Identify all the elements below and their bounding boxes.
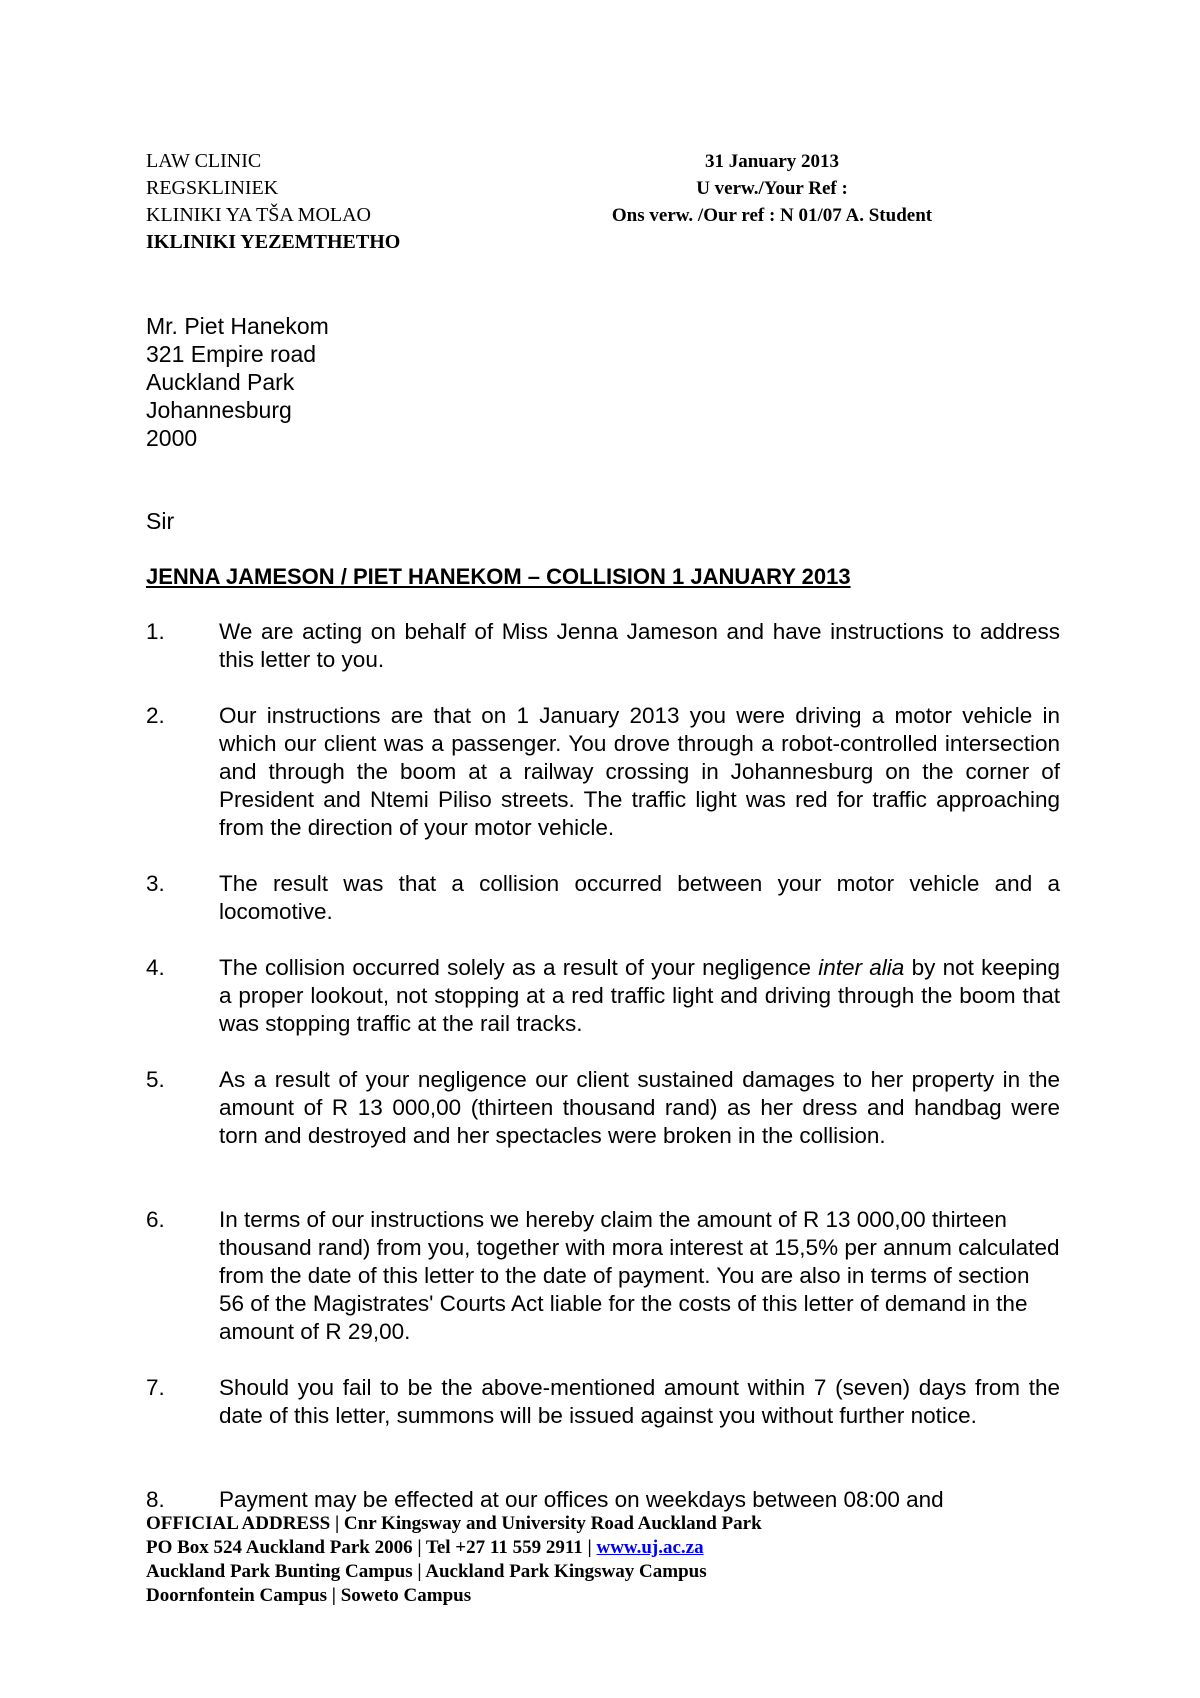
recipient-line: 321 Empire road	[146, 341, 317, 367]
paragraph-number: 3.	[146, 871, 165, 896]
recipient-line: Mr. Piet Hanekom	[146, 313, 329, 339]
footer-line: OFFICIAL ADDRESS | Cnr Kingsway and University Road Auckland Park	[146, 1513, 762, 1534]
paragraph-text: We are acting on behalf of Miss Jenna Jameson and have instructions to address this letter to you.	[219, 619, 1060, 672]
paragraph-number: 4.	[146, 955, 165, 980]
recipient-line: 2000	[146, 425, 198, 451]
paragraph-text: In terms of our instructions we hereby claim the amount of R 13 000,00 thirteen thousand rand) from you, together with mora interest at 15,5% per annum calculated from the date of this letter to the date of payment. You are also in terms of section 56 of the Magistrates' Courts Act liable for the costs of this letter of demand in the amount of R 29,00.	[219, 1207, 1060, 1344]
footer-contact: PO Box 524 Auckland Park 2006 | Tel +27 11 559 2911 |	[146, 1537, 597, 1558]
paragraph-text: Our instructions are that on 1 January 2013 you were driving a motor vehicle in which our client was a passenger. You drove through a robot-controlled intersection and through the boom at a railway crossing in Johannesburg on the corner of President and Ntemi Piliso streets. The traffic light was red for traffic approaching from the direction of your motor vehicle.	[219, 703, 1060, 840]
recipient-address	[146, 312, 329, 452]
official-address-footer	[146, 1512, 762, 1608]
our-ref: Ons verw. /Our ref : N 01/07 A. Student	[611, 205, 933, 226]
paragraph-text: The result was that a collision occurred between your motor vehicle and a locomotive.	[219, 871, 1060, 924]
letterhead-line: REGSKLINIEK	[146, 177, 279, 199]
paragraph-text	[219, 954, 1060, 1038]
paragraph-number: 5.	[146, 1067, 165, 1092]
letterhead-line: KLINIKI YA TŠA MOLAO	[146, 204, 371, 226]
paragraph-number: 6.	[146, 1207, 165, 1232]
your-ref: U verw./Your Ref :	[696, 178, 848, 199]
subject-line: JENNA JAMESON / PIET HANEKOM – COLLISION 1 JANUARY 2013	[146, 564, 851, 589]
letterhead-line: IKLINIKI YEZEMTHETHO	[146, 231, 401, 253]
paragraph-text: As a result of your negligence our client sustained damages to her property in the amount of R 13 000,00 (thirteen thousand rand) as her dress and handbag were torn and destroyed and her spectacles were broken in the collision.	[219, 1067, 1060, 1148]
letter-date: 31 January 2013	[704, 151, 840, 172]
letterhead-line: LAW CLINIC	[146, 150, 262, 172]
paragraph-text: Payment may be effected at our offices on weekdays between 08:00 and	[219, 1487, 944, 1512]
paragraph-number: 1.	[146, 619, 165, 644]
footer-line	[146, 1536, 762, 1560]
website-link[interactable]: www.uj.ac.za	[596, 1537, 704, 1558]
paragraph-text: Should you fail to be the above-mentioned amount within 7 (seven) days from the date of this letter, summons will be issued against you without further notice.	[219, 1375, 1060, 1428]
footer-line: Auckland Park Bunting Campus | Auckland Park Kingsway Campus	[146, 1561, 707, 1582]
paragraph-text-part: The collision occurred solely as a result of your negligence	[219, 955, 819, 980]
recipient-line: Auckland Park	[146, 369, 295, 395]
paragraph-number: 8.	[146, 1487, 165, 1512]
letterhead-clinic-names	[146, 148, 400, 256]
recipient-line: Johannesburg	[146, 397, 292, 423]
letterhead-reference-block	[582, 148, 962, 229]
paragraph-number: 2.	[146, 703, 165, 728]
paragraph-text-part: by not keeping a proper lookout, not stopping at a red traffic light and driving through the boom that was stopping traffic at the rail tracks.	[219, 955, 1060, 1036]
paragraph-number: 7.	[146, 1375, 165, 1400]
salutation: Sir	[146, 508, 175, 534]
footer-line: Doornfontein Campus | Soweto Campus	[146, 1585, 472, 1606]
latin-phrase: inter alia	[818, 955, 905, 980]
